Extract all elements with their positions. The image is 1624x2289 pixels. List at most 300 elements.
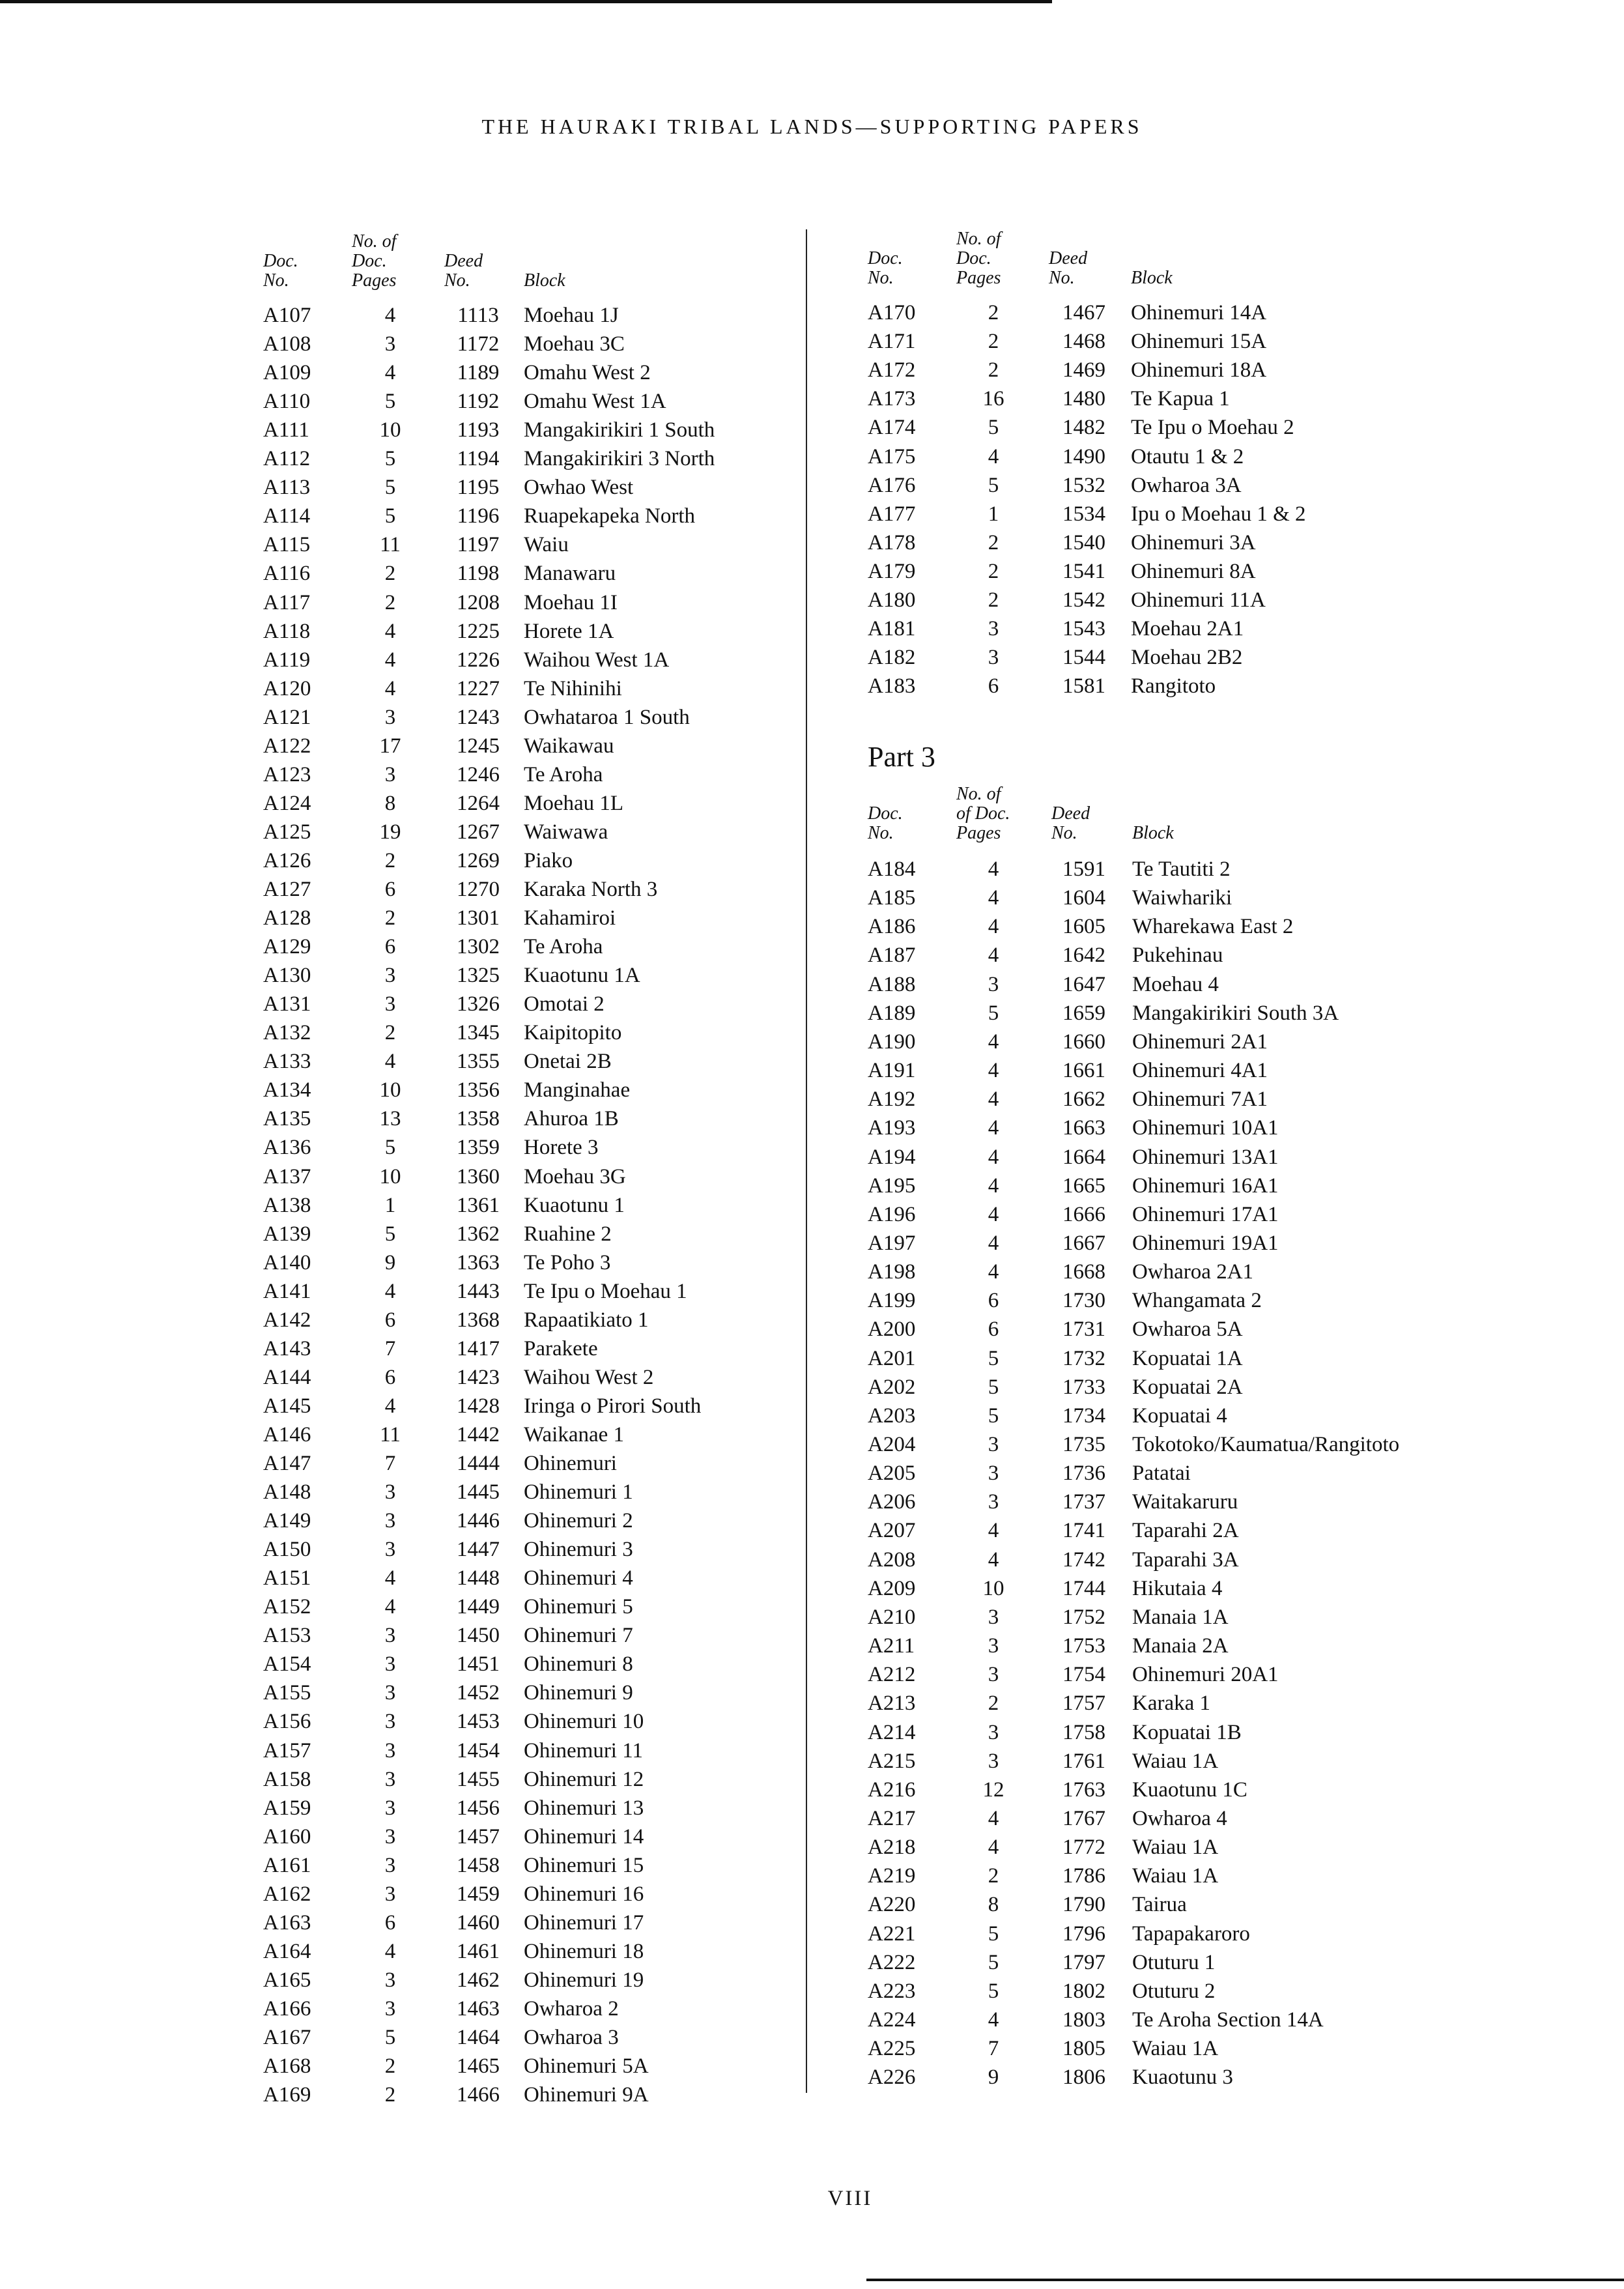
header-doc-pages — [956, 229, 1028, 288]
page-count: 5 — [988, 1979, 999, 2003]
block-name: Te Ipu o Moehau 1 — [524, 1279, 687, 1303]
table-row — [868, 1920, 1454, 1948]
doc-number: A190 — [868, 1029, 916, 1054]
block-name: Kopuatai 4 — [1132, 1404, 1227, 1428]
table-row — [263, 961, 849, 990]
table-row — [263, 444, 849, 473]
doc-number: A158 — [263, 1767, 311, 1791]
deed-number: 1325 — [457, 964, 500, 988]
page-count: 5 — [988, 1346, 999, 1370]
deed-number: 1741 — [1062, 1519, 1105, 1543]
table-row — [868, 1344, 1454, 1373]
table-row — [263, 358, 849, 387]
block-name: Ohinemuri 8 — [524, 1652, 633, 1677]
doc-number: A197 — [868, 1231, 916, 1255]
block-name: Moehau 3G — [524, 1164, 626, 1188]
doc-number: A224 — [868, 2008, 916, 2032]
page-count: 5 — [384, 504, 396, 528]
doc-number: A126 — [263, 848, 311, 872]
table-row — [868, 1862, 1454, 1890]
header-deed-line-2: No. — [1051, 823, 1077, 843]
page-count: 17 — [379, 734, 401, 758]
table-row — [868, 614, 1454, 643]
doc-number: A110 — [263, 390, 311, 414]
table-row — [868, 1114, 1454, 1142]
block-name: Tapapakaroro — [1132, 1922, 1250, 1946]
page-count: 19 — [379, 820, 401, 844]
page-count: 3 — [384, 1480, 396, 1504]
doc-number: A145 — [263, 1394, 311, 1418]
table-row — [263, 1707, 849, 1736]
deed-number: 1363 — [457, 1250, 500, 1274]
table-row — [263, 1334, 849, 1363]
header-deed-no — [1049, 249, 1114, 288]
page-count: 3 — [988, 1634, 999, 1658]
doc-number: A166 — [263, 1996, 311, 2021]
doc-number: A202 — [868, 1375, 916, 1399]
block-name: Moehau 2B2 — [1131, 646, 1243, 670]
doc-number: A225 — [868, 2037, 916, 2061]
deed-number: 1444 — [457, 1452, 500, 1475]
header-doc-line-2: No. — [868, 268, 894, 288]
block-name: Ohinemuri 2A1 — [1132, 1029, 1268, 1054]
table-row — [263, 1937, 849, 1966]
doc-number: A149 — [263, 1509, 311, 1533]
page-count: 4 — [384, 304, 396, 327]
doc-number: A221 — [868, 1922, 916, 1946]
deed-number: 1448 — [457, 1566, 500, 1591]
block-name: Moehau 1I — [524, 590, 618, 614]
block-name: Ohinemuri 5A — [524, 2054, 649, 2079]
table-row — [868, 1689, 1454, 1718]
doc-number: A114 — [263, 504, 311, 528]
table-row — [868, 356, 1454, 384]
block-name: Owharoa 2 — [524, 1996, 619, 2021]
doc-number: A203 — [868, 1404, 916, 1428]
table-row — [868, 1315, 1454, 1344]
table-row — [263, 1908, 849, 1937]
doc-number: A215 — [868, 1749, 916, 1773]
header-doc-pages — [352, 232, 423, 291]
block-name: Onetai 2B — [524, 1050, 612, 1074]
deed-number: 1805 — [1062, 2037, 1105, 2061]
header-deed-line-1: Deed — [444, 251, 483, 271]
deed-number: 1544 — [1062, 646, 1105, 670]
doc-number: A143 — [263, 1336, 311, 1360]
page-count: 3 — [384, 1738, 396, 1763]
doc-number: A219 — [868, 1864, 916, 1888]
deed-number: 1757 — [1062, 1692, 1105, 1716]
block-name: Kopuatai 1B — [1132, 1720, 1242, 1744]
doc-number: A226 — [868, 2066, 916, 2090]
deed-number: 1326 — [457, 992, 500, 1016]
page-count: 3 — [384, 1538, 396, 1562]
page-count: 3 — [384, 1882, 396, 1906]
page-count: 2 — [384, 2083, 396, 2107]
table-row — [868, 413, 1454, 442]
doc-number: A111 — [263, 418, 309, 442]
deed-number: 1541 — [1062, 559, 1105, 583]
page-count: 3 — [384, 1968, 396, 1992]
deed-number: 1664 — [1062, 1145, 1105, 1169]
block-name: Ohinemuri 15A — [1131, 330, 1267, 354]
header-pages-line-3: Pages — [956, 268, 1001, 288]
block-name: Ohinemuri 9 — [524, 1681, 633, 1705]
block-name: Waiau 1A — [1132, 2037, 1219, 2061]
table-row — [263, 1678, 849, 1707]
table-row — [263, 932, 849, 961]
doc-number: A153 — [263, 1624, 311, 1648]
block-name: Kuaotunu 3 — [1132, 2066, 1233, 2090]
table-row — [263, 416, 849, 444]
table-row — [868, 1258, 1454, 1286]
doc-number: A212 — [868, 1663, 916, 1687]
header-doc-no — [868, 804, 946, 843]
table-row — [263, 301, 849, 330]
doc-number: A204 — [868, 1433, 916, 1456]
deed-number: 1647 — [1062, 972, 1105, 996]
header-doc-line-1: Doc. — [868, 803, 903, 824]
block-name: Waiau 1A — [1132, 1749, 1219, 1773]
header-doc-pages — [956, 785, 1034, 843]
table-row — [868, 1574, 1454, 1603]
block-name: Hikutaia 4 — [1132, 1576, 1223, 1600]
doc-number: A122 — [263, 734, 311, 758]
deed-number: 1450 — [457, 1624, 500, 1648]
page-count: 5 — [384, 447, 396, 471]
header-pages-line-3: Pages — [956, 823, 1001, 843]
page-count: 4 — [988, 1087, 999, 1112]
deed-number: 1445 — [457, 1480, 500, 1504]
table-row — [263, 1535, 849, 1564]
page-count: 13 — [379, 1107, 401, 1131]
deed-number: 1360 — [457, 1164, 500, 1188]
doc-number: A163 — [263, 1910, 311, 1935]
page-count: 2 — [988, 330, 999, 354]
block-name: Manginahae — [524, 1078, 631, 1102]
doc-number: A107 — [263, 304, 311, 327]
doc-number: A132 — [263, 1021, 311, 1045]
doc-number: A108 — [263, 332, 311, 356]
doc-number: A220 — [868, 1893, 916, 1917]
doc-number: A173 — [868, 387, 916, 411]
deed-number: 1198 — [457, 562, 500, 586]
deed-number: 1451 — [457, 1652, 500, 1677]
block-name: Ruapekapeka North — [524, 504, 695, 528]
page-count: 7 — [988, 2037, 999, 2061]
page-count: 4 — [384, 676, 396, 700]
top-rule — [0, 0, 1052, 3]
deed-number: 1540 — [1062, 530, 1105, 554]
deed-number: 1767 — [1062, 1806, 1105, 1830]
header-pages-line-1: No. of — [352, 231, 397, 252]
block-name: Wharekawa East 2 — [1132, 915, 1294, 939]
block-name: Otuturu 1 — [1132, 1950, 1216, 1974]
header-block: Block — [1132, 823, 1174, 843]
doc-number: A112 — [263, 447, 311, 471]
table-row — [868, 1143, 1454, 1172]
doc-number: A141 — [263, 1279, 311, 1303]
block-name: Ohinemuri 8A — [1131, 559, 1256, 583]
table-row — [868, 586, 1454, 614]
doc-number: A210 — [868, 1605, 916, 1629]
block-name: Ohinemuri 3 — [524, 1538, 633, 1562]
page-count: 2 — [384, 590, 396, 614]
deed-number: 1113 — [457, 304, 499, 327]
table-row — [868, 1286, 1454, 1315]
doc-number: A200 — [868, 1317, 916, 1342]
deed-number: 1744 — [1062, 1576, 1105, 1600]
table-row — [263, 588, 849, 617]
page-count: 4 — [988, 1029, 999, 1054]
table-row — [263, 2052, 849, 2080]
block-name: Owharoa 3A — [1131, 473, 1242, 497]
deed-number: 1466 — [457, 2083, 500, 2107]
doc-number: A136 — [263, 1136, 311, 1160]
deed-number: 1734 — [1062, 1404, 1105, 1428]
doc-number: A199 — [868, 1289, 916, 1313]
doc-number: A218 — [868, 1836, 916, 1860]
deed-number: 1462 — [457, 1968, 500, 1992]
header-deed-no — [444, 252, 509, 291]
deed-number: 1226 — [457, 648, 500, 672]
deed-number: 1189 — [457, 361, 500, 385]
table-row — [868, 1632, 1454, 1660]
table-row — [263, 1621, 849, 1650]
bottom-rule — [866, 2279, 1624, 2281]
block-name: Te Ipu o Moehau 2 — [1131, 416, 1294, 440]
doc-number: A193 — [868, 1116, 916, 1140]
doc-number: A162 — [263, 1882, 311, 1906]
table-row — [263, 875, 849, 904]
doc-number: A211 — [868, 1634, 915, 1658]
deed-number: 1458 — [457, 1853, 500, 1877]
deed-number: 1227 — [457, 676, 500, 700]
block-name: Tairua — [1132, 1893, 1187, 1917]
page-count: 3 — [384, 1767, 396, 1791]
table-row — [263, 1420, 849, 1449]
page-count: 4 — [384, 648, 396, 672]
block-name: Kopuatai 1A — [1132, 1346, 1243, 1370]
block-name: Otautu 1 & 2 — [1131, 444, 1244, 468]
doc-number: A138 — [263, 1193, 311, 1217]
block-name: Te Nihinihi — [524, 676, 622, 700]
table-row — [263, 904, 849, 932]
table-row — [263, 387, 849, 416]
deed-number: 1301 — [457, 906, 500, 930]
table-row — [868, 1229, 1454, 1258]
block-name: Owharoa 5A — [1132, 1317, 1243, 1342]
doc-number: A169 — [263, 2083, 311, 2107]
deed-number: 1192 — [457, 390, 500, 414]
page-count: 10 — [379, 1078, 401, 1102]
page-count: 3 — [384, 1509, 396, 1533]
page-count: 10 — [982, 1576, 1004, 1600]
block-name: Ohinemuri 4 — [524, 1566, 633, 1591]
block-name: Ohinemuri 18A — [1131, 358, 1267, 382]
doc-number: A186 — [868, 915, 916, 939]
deed-number: 1736 — [1062, 1461, 1105, 1486]
block-name: Ohinemuri 11 — [524, 1738, 643, 1763]
table-row — [263, 1392, 849, 1420]
table-row — [263, 1994, 849, 2023]
block-name: Ohinemuri — [524, 1452, 617, 1475]
table-row — [263, 1650, 849, 1678]
doc-number: A184 — [868, 857, 916, 881]
page-count: 3 — [384, 992, 396, 1016]
table-row — [868, 941, 1454, 970]
deed-number: 1665 — [1062, 1173, 1105, 1198]
doc-number: A191 — [868, 1059, 916, 1083]
doc-number: A178 — [868, 530, 916, 554]
page-count: 5 — [988, 473, 999, 497]
block-name: Ohinemuri 19 — [524, 1968, 644, 1992]
table-row — [263, 818, 849, 846]
doc-number: A150 — [263, 1538, 311, 1562]
doc-number: A134 — [263, 1078, 311, 1102]
table-row — [868, 1977, 1454, 2006]
table-row — [263, 502, 849, 530]
block-name: Ohinemuri 12 — [524, 1767, 644, 1791]
block-name: Ohinemuri 2 — [524, 1509, 633, 1533]
page-count: 6 — [384, 1910, 396, 1935]
block-name: Te Aroha — [524, 762, 603, 786]
deed-number: 1735 — [1062, 1433, 1105, 1456]
block-name: Ohinemuri 7 — [524, 1624, 633, 1648]
page-count: 4 — [988, 1231, 999, 1255]
block-name: Rapaatikiato 1 — [524, 1308, 649, 1332]
header-pages-line-1: No. of — [956, 784, 1001, 804]
block-name: Manaia 2A — [1132, 1634, 1229, 1658]
doc-number: A118 — [263, 619, 311, 643]
page-count: 4 — [384, 1595, 396, 1619]
deed-number: 1355 — [457, 1050, 500, 1074]
deed-number: 1642 — [1062, 943, 1105, 968]
block-name: Kopuatai 2A — [1132, 1375, 1243, 1399]
block-name: Pukehinau — [1132, 943, 1223, 968]
block-name: Te Aroha — [524, 935, 603, 959]
page-count: 9 — [384, 1250, 396, 1274]
doc-number: A129 — [263, 935, 311, 959]
block-name: Ohinemuri 17A1 — [1132, 1202, 1279, 1226]
table-row — [868, 855, 1454, 884]
doc-number: A198 — [868, 1260, 916, 1284]
page-count: 5 — [988, 416, 999, 440]
block-name: Kahamiroi — [524, 906, 616, 930]
table-row — [868, 471, 1454, 500]
deed-number: 1269 — [457, 848, 500, 872]
page-count: 3 — [988, 1461, 999, 1486]
deed-number: 1761 — [1062, 1749, 1105, 1773]
deed-number: 1194 — [457, 447, 500, 471]
deed-number: 1732 — [1062, 1346, 1105, 1370]
page-count: 4 — [988, 857, 999, 881]
block-name: Waiwhariki — [1132, 886, 1232, 910]
deed-number: 1245 — [457, 734, 500, 758]
block-name: Ohinemuri 1 — [524, 1480, 633, 1504]
table-row — [868, 557, 1454, 586]
table-row — [868, 1200, 1454, 1229]
block-name: Piako — [524, 848, 573, 872]
deed-number: 1763 — [1062, 1778, 1105, 1802]
table-row — [263, 732, 849, 760]
page-number: VIII — [827, 2187, 873, 2210]
deed-number: 1482 — [1062, 416, 1105, 440]
deed-number: 1417 — [457, 1336, 500, 1360]
header-deed-line-2: No. — [444, 270, 470, 291]
deed-number: 1302 — [457, 935, 500, 959]
deed-number: 1356 — [457, 1078, 500, 1102]
doc-number: A174 — [868, 416, 916, 440]
deed-number: 1790 — [1062, 1893, 1105, 1917]
page-count: 4 — [988, 1519, 999, 1543]
deed-number: 1543 — [1062, 617, 1105, 641]
block-name: Omahu West 1A — [524, 390, 666, 414]
deed-number: 1806 — [1062, 2066, 1105, 2090]
table-row — [263, 1220, 849, 1248]
block-name: Kuaotunu 1A — [524, 964, 640, 988]
header-deed-line-1: Deed — [1049, 248, 1088, 268]
page-count: 2 — [988, 301, 999, 324]
table-row — [263, 530, 849, 559]
table-row — [868, 1459, 1454, 1488]
block-name: Manaia 1A — [1132, 1605, 1229, 1629]
deed-number: 1662 — [1062, 1087, 1105, 1112]
block-name: Owharoa 3 — [524, 2026, 619, 2049]
doc-number: A176 — [868, 473, 916, 497]
deed-number: 1460 — [457, 1910, 500, 1935]
page-count: 3 — [988, 1720, 999, 1744]
deed-number: 1428 — [457, 1394, 500, 1418]
page-count: 4 — [384, 1939, 396, 1963]
page-count: 4 — [988, 2008, 999, 2032]
doc-number: A152 — [263, 1595, 311, 1619]
page-count: 5 — [384, 1136, 396, 1160]
block-name: Ohinemuri 13A1 — [1132, 1145, 1279, 1169]
block-name: Te Tautiti 2 — [1132, 857, 1231, 881]
deed-number: 1796 — [1062, 1922, 1105, 1946]
table-row — [263, 674, 849, 703]
block-name: Ohinemuri 16A1 — [1132, 1173, 1279, 1198]
block-name: Moehau 1L — [524, 791, 624, 815]
block-name: Kuaotunu 1 — [524, 1193, 625, 1217]
deed-number: 1591 — [1062, 857, 1105, 881]
page-count: 3 — [988, 1490, 999, 1514]
deed-number: 1605 — [1062, 915, 1105, 939]
table-row — [263, 1104, 849, 1133]
deed-number: 1270 — [457, 878, 500, 901]
deed-number: 1225 — [457, 619, 500, 643]
deed-number: 1730 — [1062, 1289, 1105, 1313]
doc-number: A206 — [868, 1490, 916, 1514]
table-row — [263, 789, 849, 818]
doc-number: A127 — [263, 878, 311, 901]
page-count: 3 — [988, 1663, 999, 1687]
doc-number: A181 — [868, 617, 916, 641]
table-row — [868, 1056, 1454, 1085]
deed-number: 1742 — [1062, 1548, 1105, 1572]
doc-number: A160 — [263, 1824, 311, 1849]
doc-number: A144 — [263, 1365, 311, 1389]
block-name: Ohinemuri 11A — [1131, 588, 1266, 612]
header-doc-line-2: No. — [868, 823, 894, 843]
block-name: Ahuroa 1B — [524, 1107, 619, 1131]
page-count: 16 — [982, 387, 1004, 411]
deed-number: 1447 — [457, 1538, 500, 1562]
block-name: Te Poho 3 — [524, 1250, 611, 1274]
block-name: Mangakirikiri 1 South — [524, 418, 715, 442]
block-name: Ohinemuri 20A1 — [1132, 1663, 1279, 1687]
